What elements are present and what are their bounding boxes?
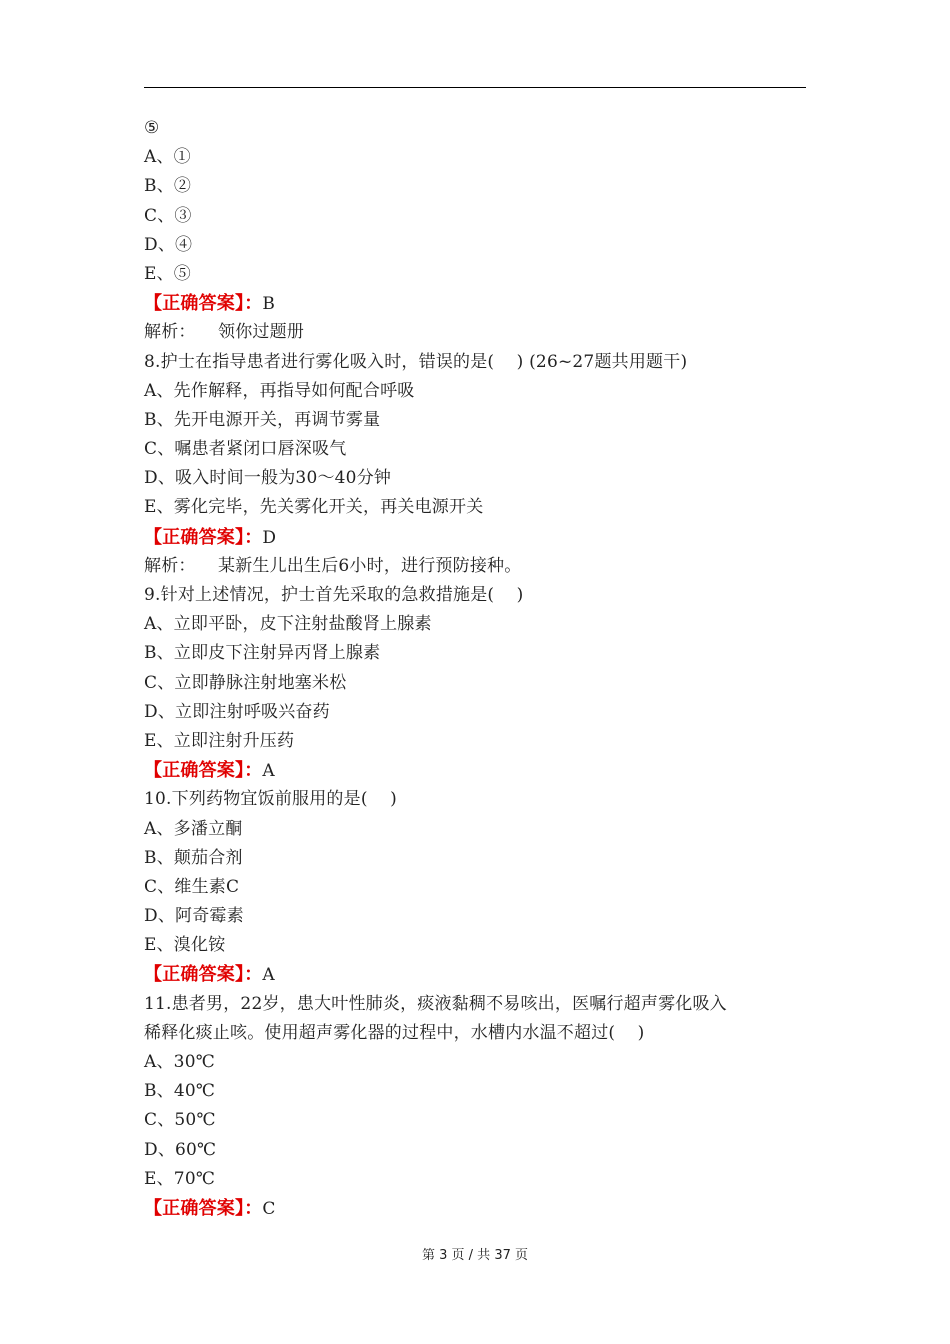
- correct-answer-line: [144, 756, 806, 785]
- document-line: [144, 172, 806, 201]
- document-line: [144, 435, 806, 464]
- document-line: [144, 639, 806, 668]
- line-text: E、溴化铵: [144, 935, 226, 956]
- line-text: A、①: [144, 147, 191, 168]
- document-line: [144, 114, 806, 143]
- line-text: D、阿奇霉素: [144, 906, 244, 927]
- document-line: [144, 1048, 806, 1077]
- document-line: [144, 202, 806, 231]
- document-line: [144, 931, 806, 960]
- line-text: 稀释化痰止咳。使用超声雾化器的过程中，水槽内水温不超过( ): [144, 1022, 645, 1043]
- line-text: C、维生素C: [144, 876, 240, 897]
- document-line: [144, 902, 806, 931]
- document-line: [144, 1136, 806, 1165]
- line-text: E、⑤: [144, 263, 192, 284]
- line-text: A、先作解释，再指导如何配合呼吸: [144, 380, 415, 401]
- document-body: [144, 114, 806, 1223]
- document-line: [144, 348, 806, 377]
- document-line: [144, 1106, 806, 1135]
- line-text: E、雾化完毕，先关雾化开关，再关电源开关: [144, 497, 484, 518]
- correct-answer-value: A: [262, 761, 275, 782]
- correct-answer-line: [144, 523, 806, 552]
- line-text: 解析： 某新生儿出生后6小时，进行预防接种。: [144, 555, 522, 576]
- header-rule: [144, 87, 806, 88]
- document-line: [144, 1077, 806, 1106]
- line-text: A、多潘立酮: [144, 818, 243, 839]
- correct-answer-line: [144, 960, 806, 989]
- document-line: [144, 377, 806, 406]
- line-text: A、立即平卧，皮下注射盐酸肾上腺素: [144, 614, 432, 635]
- line-text: 9.针对上述情况，护士首先采取的急救措施是( ): [144, 585, 524, 605]
- document-line: [144, 464, 806, 493]
- document-line: [144, 493, 806, 522]
- line-text: B、颠茄合剂: [144, 847, 243, 868]
- correct-answer-value: D: [262, 527, 277, 548]
- correct-answer-line: [144, 289, 806, 318]
- document-line: [144, 990, 806, 1019]
- document-line: [144, 727, 806, 756]
- document-line: [144, 406, 806, 435]
- line-text: ⑤: [144, 118, 160, 138]
- document-line: [144, 260, 806, 289]
- document-line: [144, 669, 806, 698]
- document-line: [144, 581, 806, 610]
- document-line: [144, 873, 806, 902]
- line-text: C、嘱患者紧闭口唇深吸气: [144, 439, 347, 460]
- line-text: E、立即注射升压药: [144, 730, 295, 751]
- document-line: [144, 231, 806, 260]
- line-text: B、先开电源开关，再调节雾量: [144, 409, 381, 430]
- document-line: [144, 785, 806, 814]
- line-text: D、④: [144, 234, 193, 255]
- line-text: B、立即皮下注射异丙肾上腺素: [144, 643, 381, 664]
- line-text: E、70℃: [144, 1168, 216, 1189]
- correct-answer-value: A: [262, 965, 275, 986]
- document-line: [144, 552, 806, 581]
- correct-answer-label: 【正确答案】：: [144, 526, 263, 548]
- line-text: B、②: [144, 176, 192, 197]
- line-text: C、立即静脉注射地塞米松: [144, 672, 347, 693]
- line-text: C、50℃: [144, 1110, 216, 1131]
- line-text: C、③: [144, 205, 192, 226]
- document-line: [144, 1019, 806, 1048]
- line-text: 11.患者男，22岁，患大叶性肺炎，痰液黏稠不易咳出，医嘱行超声雾化吸入: [144, 993, 727, 1014]
- correct-answer-line: [144, 1194, 806, 1223]
- line-text: A、30℃: [144, 1052, 215, 1072]
- line-text: 8.护士在指导患者进行雾化吸入时，错误的是( ) (26~27题共用题干): [144, 351, 688, 372]
- document-line: [144, 143, 806, 172]
- page-footer: 第 3 页 / 共 37 页: [422, 1248, 528, 1263]
- line-text: 解析： 领你过题册: [144, 322, 305, 343]
- correct-answer-value: B: [262, 294, 276, 315]
- line-text: 10.下列药物宜饭前服用的是( ): [144, 789, 397, 810]
- correct-answer-label: 【正确答案】：: [144, 964, 263, 986]
- correct-answer-label: 【正确答案】：: [144, 760, 263, 782]
- document-line: [144, 610, 806, 639]
- document-line: [144, 815, 806, 844]
- line-text: B、40℃: [144, 1081, 216, 1102]
- correct-answer-label: 【正确答案】：: [144, 1197, 263, 1219]
- document-line: [144, 318, 806, 347]
- line-text: D、60℃: [144, 1139, 217, 1160]
- correct-answer-value: C: [262, 1198, 276, 1219]
- document-line: [144, 844, 806, 873]
- line-text: D、吸入时间一般为30～40分钟: [144, 468, 392, 489]
- correct-answer-label: 【正确答案】：: [144, 293, 263, 315]
- line-text: D、立即注射呼吸兴奋药: [144, 701, 330, 722]
- document-line: [144, 1165, 806, 1194]
- document-line: [144, 698, 806, 727]
